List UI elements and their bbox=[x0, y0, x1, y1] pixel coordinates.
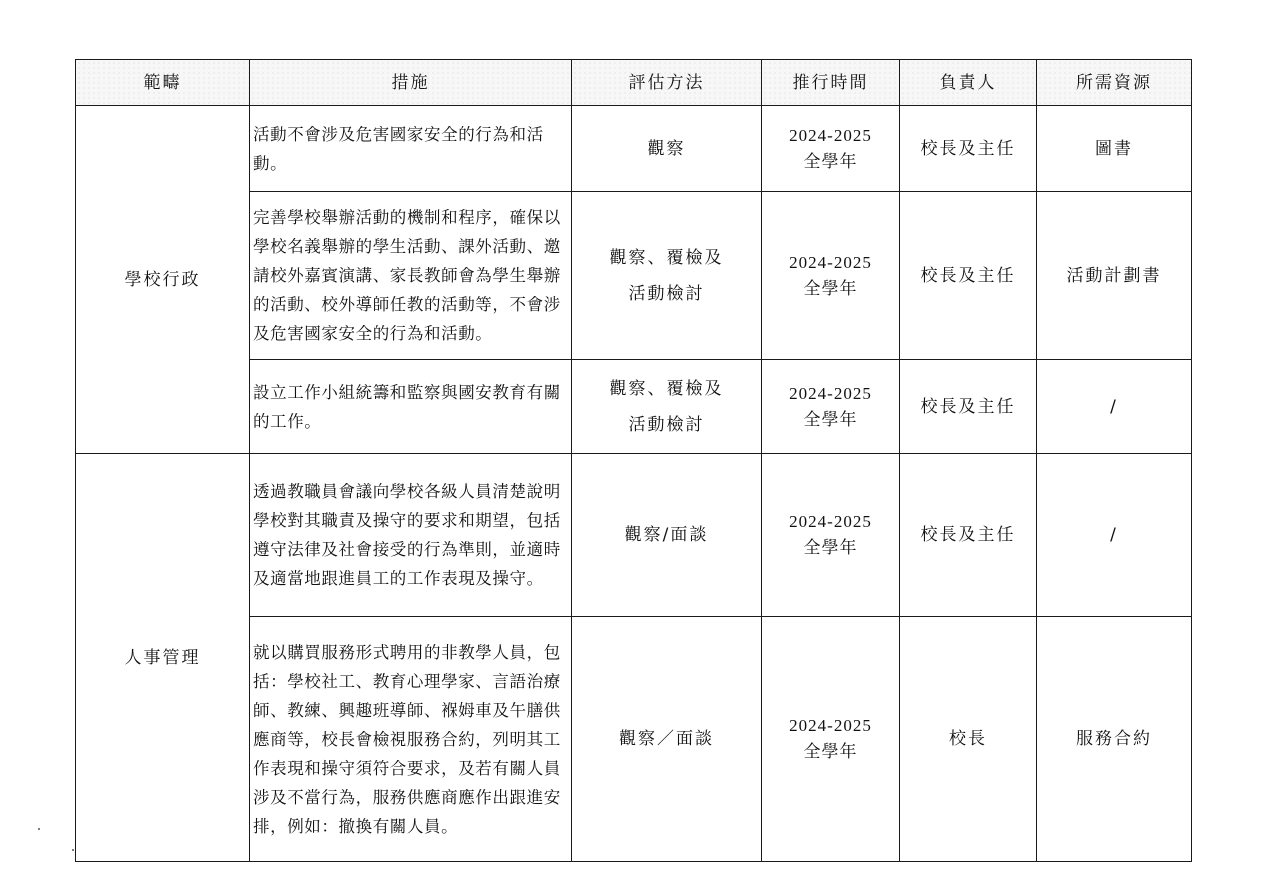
method-cell: 觀察 bbox=[572, 106, 762, 192]
table-row bbox=[76, 454, 1192, 617]
measure-cell: 活動不會涉及危害國家安全的行為和活動。 bbox=[250, 106, 572, 192]
scan-speck bbox=[38, 828, 40, 830]
time-years: 2024-2025 bbox=[789, 512, 872, 531]
method-line: 觀察、覆檢及 bbox=[609, 378, 724, 399]
area-cell-hr: 人事管理 bbox=[76, 454, 250, 862]
resource-cell: / bbox=[1037, 454, 1192, 617]
time-cell bbox=[762, 192, 900, 360]
header-resource: 所需資源 bbox=[1037, 60, 1192, 106]
method-cell: 觀察/面談 bbox=[572, 454, 762, 617]
header-time: 推行時間 bbox=[762, 60, 900, 106]
time-cell bbox=[762, 454, 900, 617]
resource-cell: 圖書 bbox=[1037, 106, 1192, 192]
measure-cell: 完善學校舉辦活動的機制和程序，確保以學校名義舉辦的學生活動、課外活動、邀請校外嘉賓演講、家長教師會為學生舉辦的活動、校外導師任教的活動等，不會涉及危害國家安全的行為和活動。 bbox=[250, 192, 572, 360]
time-cell bbox=[762, 617, 900, 862]
method-line: 觀察、覆檢及 bbox=[609, 247, 724, 268]
method-line: 活動檢討 bbox=[628, 414, 705, 435]
time-years: 2024-2025 bbox=[789, 252, 872, 272]
header-method: 評估方法 bbox=[572, 60, 762, 106]
person-cell: 校長及主任 bbox=[900, 360, 1037, 454]
scan-speck bbox=[72, 849, 74, 851]
resource-cell: 活動計劃書 bbox=[1037, 192, 1192, 360]
time-years: 2024-2025 bbox=[789, 383, 872, 403]
header-measure: 措施 bbox=[250, 60, 572, 106]
measure-cell: 就以購買服務形式聘用的非教學人員，包括：學校社工、教育心理學家、言語治療師、教練、興趣班導師、褓姆車及午膳供應商等，校長會檢視服務合約，列明其工作表現和操守須符合要求，及若有關人員涉及不當行為，服務供應商應作出跟進安排，例如：撤換有關人員。 bbox=[250, 617, 572, 862]
time-span: 全學年 bbox=[803, 278, 858, 298]
method-cell bbox=[572, 360, 762, 454]
time-cell bbox=[762, 106, 900, 192]
header-area: 範疇 bbox=[76, 60, 250, 106]
resource-cell: / bbox=[1037, 360, 1192, 454]
table-row bbox=[76, 106, 1192, 192]
measure-cell: 設立工作小組統籌和監察與國安教育有關的工作。 bbox=[250, 360, 572, 454]
time-span: 全學年 bbox=[803, 742, 858, 761]
method-line: 活動檢討 bbox=[628, 283, 705, 304]
time-years: 2024-2025 bbox=[789, 716, 872, 735]
person-cell: 校長 bbox=[900, 617, 1037, 862]
time-span: 全學年 bbox=[803, 409, 858, 429]
person-cell: 校長及主任 bbox=[900, 454, 1037, 617]
table-header-row bbox=[76, 60, 1192, 106]
time-span: 全學年 bbox=[803, 151, 858, 171]
time-cell bbox=[762, 360, 900, 454]
measure-cell: 透過教職員會議向學校各級人員清楚說明學校對其職責及操守的要求和期望，包括遵守法律及社會接受的行為準則，並適時及適當地跟進員工的工作表現及操守。 bbox=[250, 454, 572, 617]
person-cell: 校長及主任 bbox=[900, 106, 1037, 192]
method-cell: 觀察／面談 bbox=[572, 617, 762, 862]
person-cell: 校長及主任 bbox=[900, 192, 1037, 360]
header-person: 負責人 bbox=[900, 60, 1037, 106]
resource-cell: 服務合約 bbox=[1037, 617, 1192, 862]
time-years: 2024-2025 bbox=[789, 125, 872, 145]
plan-table bbox=[75, 59, 1192, 862]
area-cell-admin: 學校行政 bbox=[76, 106, 250, 454]
method-cell bbox=[572, 192, 762, 360]
time-span: 全學年 bbox=[803, 538, 858, 557]
